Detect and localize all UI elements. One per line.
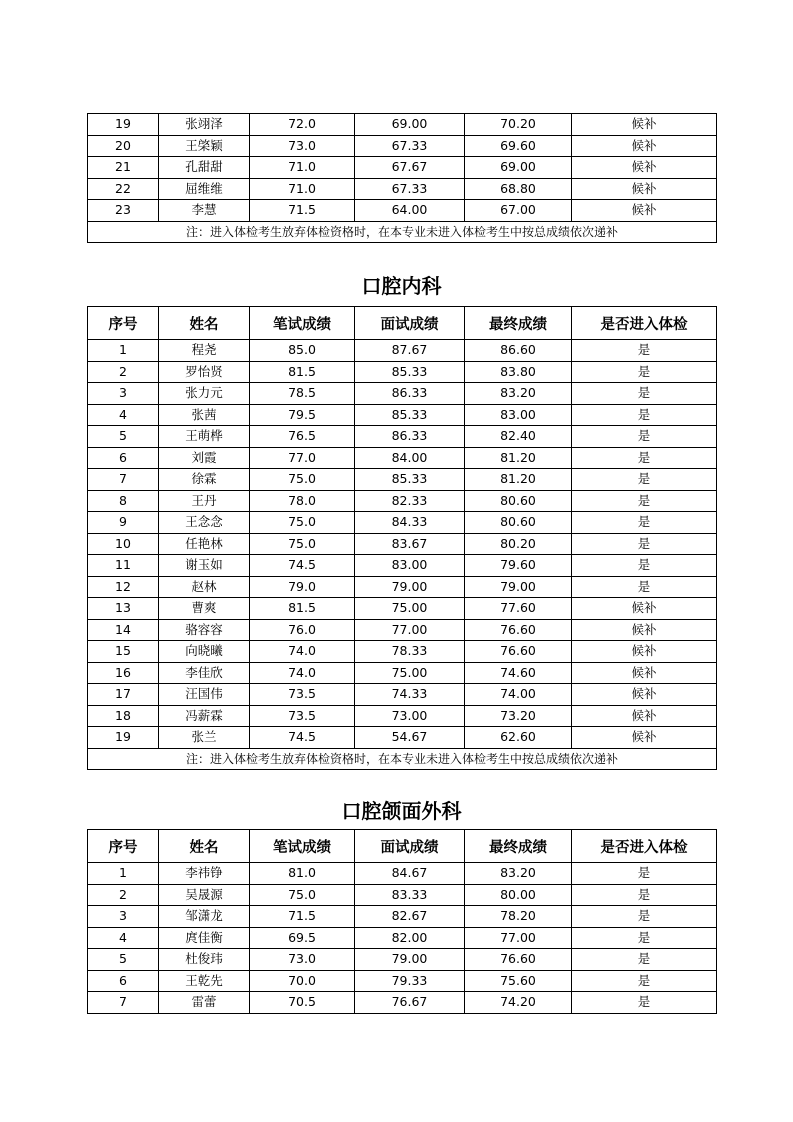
cell-exam-status: 候补 bbox=[572, 727, 717, 749]
cell-written-score: 74.0 bbox=[250, 662, 355, 684]
table-row bbox=[88, 576, 717, 598]
cell-written-score: 79.0 bbox=[250, 576, 355, 598]
cell-final-score: 77.00 bbox=[465, 927, 572, 949]
table-row bbox=[88, 533, 717, 555]
cell-exam-status: 是 bbox=[572, 555, 717, 577]
cell-exam-status: 候补 bbox=[572, 619, 717, 641]
cell-exam-status: 候补 bbox=[572, 114, 717, 136]
cell-name: 任艳林 bbox=[159, 533, 250, 555]
table-row bbox=[88, 555, 717, 577]
cell-final-score: 76.60 bbox=[465, 619, 572, 641]
header-index: 序号 bbox=[88, 307, 159, 340]
cell-final-score: 77.60 bbox=[465, 598, 572, 620]
cell-written-score: 76.5 bbox=[250, 426, 355, 448]
cell-interview-score: 85.33 bbox=[355, 361, 465, 383]
cell-interview-score: 79.33 bbox=[355, 970, 465, 992]
cell-index: 7 bbox=[88, 469, 159, 491]
cell-exam-status: 是 bbox=[572, 490, 717, 512]
cell-interview-score: 64.00 bbox=[355, 200, 465, 222]
table-row bbox=[88, 426, 717, 448]
cell-exam-status: 候补 bbox=[572, 135, 717, 157]
cell-exam-status: 候补 bbox=[572, 157, 717, 179]
cell-written-score: 71.0 bbox=[250, 157, 355, 179]
cell-written-score: 75.0 bbox=[250, 533, 355, 555]
cell-index: 13 bbox=[88, 598, 159, 620]
cell-final-score: 76.60 bbox=[465, 641, 572, 663]
table-row bbox=[88, 200, 717, 222]
cell-final-score: 81.20 bbox=[465, 447, 572, 469]
header-final-score: 最终成绩 bbox=[465, 830, 572, 863]
cell-index: 12 bbox=[88, 576, 159, 598]
cell-name: 王念念 bbox=[159, 512, 250, 534]
cell-name: 程尧 bbox=[159, 340, 250, 362]
table-row bbox=[88, 512, 717, 534]
table-row bbox=[88, 114, 717, 136]
section-title-oral-maxillofacial-surgery: 口腔颌面外科 bbox=[341, 799, 462, 823]
cell-written-score: 81.5 bbox=[250, 598, 355, 620]
table-row bbox=[88, 684, 717, 706]
cell-final-score: 83.20 bbox=[465, 863, 572, 885]
cell-name: 王丹 bbox=[159, 490, 250, 512]
cell-name: 曹爽 bbox=[159, 598, 250, 620]
table-row bbox=[88, 927, 717, 949]
cell-index: 9 bbox=[88, 512, 159, 534]
cell-final-score: 74.00 bbox=[465, 684, 572, 706]
cell-written-score: 73.5 bbox=[250, 705, 355, 727]
cell-interview-score: 73.00 bbox=[355, 705, 465, 727]
cell-name: 邹潇龙 bbox=[159, 906, 250, 928]
section-title-oral-medicine: 口腔内科 bbox=[361, 274, 442, 298]
cell-interview-score: 83.67 bbox=[355, 533, 465, 555]
cell-final-score: 73.20 bbox=[465, 705, 572, 727]
cell-exam-status: 是 bbox=[572, 533, 717, 555]
cell-interview-score: 75.00 bbox=[355, 662, 465, 684]
header-interview-score: 面试成绩 bbox=[355, 830, 465, 863]
header-name: 姓名 bbox=[159, 307, 250, 340]
cell-index: 2 bbox=[88, 361, 159, 383]
cell-written-score: 78.0 bbox=[250, 490, 355, 512]
cell-final-score: 79.60 bbox=[465, 555, 572, 577]
cell-final-score: 83.80 bbox=[465, 361, 572, 383]
table-row bbox=[88, 727, 717, 749]
cell-index: 4 bbox=[88, 927, 159, 949]
cell-exam-status: 是 bbox=[572, 361, 717, 383]
cell-interview-score: 76.67 bbox=[355, 992, 465, 1014]
table-row bbox=[88, 383, 717, 405]
cell-interview-score: 77.00 bbox=[355, 619, 465, 641]
table-row bbox=[88, 906, 717, 928]
cell-name: 张翊泽 bbox=[159, 114, 250, 136]
cell-written-score: 73.5 bbox=[250, 684, 355, 706]
table-row bbox=[88, 619, 717, 641]
cell-name: 李佳欣 bbox=[159, 662, 250, 684]
cell-index: 22 bbox=[88, 178, 159, 200]
cell-interview-score: 84.33 bbox=[355, 512, 465, 534]
cell-name: 张茜 bbox=[159, 404, 250, 426]
cell-name: 杜俊玮 bbox=[159, 949, 250, 971]
cell-name: 谢玉如 bbox=[159, 555, 250, 577]
cell-name: 张力元 bbox=[159, 383, 250, 405]
cell-exam-status: 是 bbox=[572, 426, 717, 448]
cell-exam-status: 是 bbox=[572, 970, 717, 992]
cell-final-score: 82.40 bbox=[465, 426, 572, 448]
note-text: 注：进入体检考生放弃体检资格时，在本专业未进入体检考生中按总成绩依次递补 bbox=[88, 221, 717, 243]
cell-final-score: 83.20 bbox=[465, 383, 572, 405]
cell-index: 8 bbox=[88, 490, 159, 512]
oral-medicine-table bbox=[87, 306, 717, 770]
cell-name: 吴晟源 bbox=[159, 884, 250, 906]
cell-index: 5 bbox=[88, 426, 159, 448]
cell-exam-status: 是 bbox=[572, 906, 717, 928]
note-row bbox=[88, 221, 717, 243]
cell-final-score: 69.60 bbox=[465, 135, 572, 157]
continuation-table bbox=[87, 113, 717, 243]
cell-final-score: 68.80 bbox=[465, 178, 572, 200]
cell-name: 冯薪霖 bbox=[159, 705, 250, 727]
cell-interview-score: 85.33 bbox=[355, 469, 465, 491]
table-row bbox=[88, 863, 717, 885]
cell-interview-score: 84.67 bbox=[355, 863, 465, 885]
cell-index: 6 bbox=[88, 970, 159, 992]
cell-final-score: 81.20 bbox=[465, 469, 572, 491]
cell-index: 2 bbox=[88, 884, 159, 906]
cell-index: 18 bbox=[88, 705, 159, 727]
note-text: 注：进入体检考生放弃体检资格时，在本专业未进入体检考生中按总成绩依次递补 bbox=[88, 748, 717, 770]
cell-interview-score: 82.00 bbox=[355, 927, 465, 949]
cell-index: 20 bbox=[88, 135, 159, 157]
cell-final-score: 78.20 bbox=[465, 906, 572, 928]
cell-written-score: 72.0 bbox=[250, 114, 355, 136]
table-row bbox=[88, 641, 717, 663]
table-row bbox=[88, 490, 717, 512]
header-index: 序号 bbox=[88, 830, 159, 863]
table-row bbox=[88, 469, 717, 491]
cell-interview-score: 67.33 bbox=[355, 178, 465, 200]
cell-written-score: 70.0 bbox=[250, 970, 355, 992]
cell-name: 骆容容 bbox=[159, 619, 250, 641]
cell-interview-score: 78.33 bbox=[355, 641, 465, 663]
table-row bbox=[88, 884, 717, 906]
cell-name: 汪国伟 bbox=[159, 684, 250, 706]
table-row bbox=[88, 157, 717, 179]
cell-exam-status: 候补 bbox=[572, 598, 717, 620]
header-written-score: 笔试成绩 bbox=[250, 307, 355, 340]
cell-written-score: 71.5 bbox=[250, 200, 355, 222]
cell-written-score: 81.0 bbox=[250, 863, 355, 885]
cell-final-score: 70.20 bbox=[465, 114, 572, 136]
cell-exam-status: 是 bbox=[572, 447, 717, 469]
header-row bbox=[88, 830, 717, 863]
cell-written-score: 85.0 bbox=[250, 340, 355, 362]
maxillofacial-table-body bbox=[88, 863, 717, 1014]
table-row bbox=[88, 662, 717, 684]
cell-interview-score: 79.00 bbox=[355, 949, 465, 971]
cell-exam-status: 是 bbox=[572, 992, 717, 1014]
table-row bbox=[88, 705, 717, 727]
cell-name: 庹佳衡 bbox=[159, 927, 250, 949]
cell-written-score: 69.5 bbox=[250, 927, 355, 949]
cell-written-score: 73.0 bbox=[250, 135, 355, 157]
cell-interview-score: 67.33 bbox=[355, 135, 465, 157]
cell-exam-status: 候补 bbox=[572, 705, 717, 727]
header-written-score: 笔试成绩 bbox=[250, 830, 355, 863]
cell-written-score: 78.5 bbox=[250, 383, 355, 405]
table-row bbox=[88, 992, 717, 1014]
cell-interview-score: 87.67 bbox=[355, 340, 465, 362]
cell-name: 王棨颖 bbox=[159, 135, 250, 157]
header-exam-status: 是否进入体检 bbox=[572, 307, 717, 340]
maxillofacial-table-block bbox=[87, 829, 716, 1014]
cell-index: 1 bbox=[88, 863, 159, 885]
cell-exam-status: 候补 bbox=[572, 662, 717, 684]
cell-name: 向晓曦 bbox=[159, 641, 250, 663]
table-row bbox=[88, 404, 717, 426]
cell-name: 刘霞 bbox=[159, 447, 250, 469]
cell-name: 屈维维 bbox=[159, 178, 250, 200]
cell-written-score: 74.5 bbox=[250, 727, 355, 749]
cell-name: 李祎铮 bbox=[159, 863, 250, 885]
cell-final-score: 74.60 bbox=[465, 662, 572, 684]
cell-interview-score: 74.33 bbox=[355, 684, 465, 706]
cell-written-score: 79.5 bbox=[250, 404, 355, 426]
cell-name: 张兰 bbox=[159, 727, 250, 749]
cell-interview-score: 82.33 bbox=[355, 490, 465, 512]
cell-index: 3 bbox=[88, 383, 159, 405]
cell-written-score: 76.0 bbox=[250, 619, 355, 641]
cell-exam-status: 是 bbox=[572, 884, 717, 906]
cell-written-score: 81.5 bbox=[250, 361, 355, 383]
cell-index: 3 bbox=[88, 906, 159, 928]
cell-written-score: 71.0 bbox=[250, 178, 355, 200]
cell-interview-score: 86.33 bbox=[355, 383, 465, 405]
cell-final-score: 62.60 bbox=[465, 727, 572, 749]
cell-index: 6 bbox=[88, 447, 159, 469]
cell-written-score: 70.5 bbox=[250, 992, 355, 1014]
header-interview-score: 面试成绩 bbox=[355, 307, 465, 340]
cell-interview-score: 67.67 bbox=[355, 157, 465, 179]
cell-index: 23 bbox=[88, 200, 159, 222]
cell-interview-score: 85.33 bbox=[355, 404, 465, 426]
cell-written-score: 75.0 bbox=[250, 469, 355, 491]
cell-exam-status: 候补 bbox=[572, 200, 717, 222]
oral-medicine-table-body bbox=[88, 340, 717, 749]
cell-final-score: 80.00 bbox=[465, 884, 572, 906]
cell-index: 21 bbox=[88, 157, 159, 179]
cell-exam-status: 是 bbox=[572, 340, 717, 362]
cell-interview-score: 69.00 bbox=[355, 114, 465, 136]
cell-written-score: 75.0 bbox=[250, 884, 355, 906]
header-name: 姓名 bbox=[159, 830, 250, 863]
cell-written-score: 73.0 bbox=[250, 949, 355, 971]
cell-exam-status: 是 bbox=[572, 383, 717, 405]
cell-interview-score: 75.00 bbox=[355, 598, 465, 620]
table-row bbox=[88, 361, 717, 383]
cell-written-score: 77.0 bbox=[250, 447, 355, 469]
cell-index: 19 bbox=[88, 727, 159, 749]
cell-final-score: 83.00 bbox=[465, 404, 572, 426]
cell-name: 孔甜甜 bbox=[159, 157, 250, 179]
cell-index: 16 bbox=[88, 662, 159, 684]
cell-interview-score: 84.00 bbox=[355, 447, 465, 469]
cell-interview-score: 82.67 bbox=[355, 906, 465, 928]
continuation-table-body bbox=[88, 114, 717, 222]
cell-index: 17 bbox=[88, 684, 159, 706]
cell-final-score: 75.60 bbox=[465, 970, 572, 992]
cell-interview-score: 86.33 bbox=[355, 426, 465, 448]
cell-exam-status: 是 bbox=[572, 576, 717, 598]
cell-index: 1 bbox=[88, 340, 159, 362]
cell-name: 罗怡贤 bbox=[159, 361, 250, 383]
cell-final-score: 86.60 bbox=[465, 340, 572, 362]
cell-index: 10 bbox=[88, 533, 159, 555]
cell-final-score: 80.60 bbox=[465, 512, 572, 534]
cell-interview-score: 83.00 bbox=[355, 555, 465, 577]
oral-medicine-table-block bbox=[87, 306, 716, 770]
note-row bbox=[88, 748, 717, 770]
header-exam-status: 是否进入体检 bbox=[572, 830, 717, 863]
cell-index: 11 bbox=[88, 555, 159, 577]
cell-written-score: 71.5 bbox=[250, 906, 355, 928]
cell-written-score: 75.0 bbox=[250, 512, 355, 534]
cell-index: 19 bbox=[88, 114, 159, 136]
cell-interview-score: 54.67 bbox=[355, 727, 465, 749]
table-row bbox=[88, 340, 717, 362]
cell-written-score: 74.5 bbox=[250, 555, 355, 577]
cell-name: 赵林 bbox=[159, 576, 250, 598]
cell-final-score: 69.00 bbox=[465, 157, 572, 179]
cell-index: 7 bbox=[88, 992, 159, 1014]
cell-name: 王乾先 bbox=[159, 970, 250, 992]
cell-exam-status: 候补 bbox=[572, 684, 717, 706]
table-row bbox=[88, 949, 717, 971]
cell-written-score: 74.0 bbox=[250, 641, 355, 663]
continuation-table-block bbox=[87, 113, 716, 243]
cell-exam-status: 是 bbox=[572, 512, 717, 534]
cell-final-score: 80.60 bbox=[465, 490, 572, 512]
table-row bbox=[88, 970, 717, 992]
cell-final-score: 67.00 bbox=[465, 200, 572, 222]
cell-exam-status: 是 bbox=[572, 469, 717, 491]
cell-index: 4 bbox=[88, 404, 159, 426]
cell-interview-score: 79.00 bbox=[355, 576, 465, 598]
header-row bbox=[88, 307, 717, 340]
table-row bbox=[88, 598, 717, 620]
cell-index: 15 bbox=[88, 641, 159, 663]
cell-name: 雷蕾 bbox=[159, 992, 250, 1014]
cell-exam-status: 是 bbox=[572, 404, 717, 426]
cell-name: 王萌桦 bbox=[159, 426, 250, 448]
cell-final-score: 76.60 bbox=[465, 949, 572, 971]
cell-exam-status: 候补 bbox=[572, 178, 717, 200]
header-final-score: 最终成绩 bbox=[465, 307, 572, 340]
maxillofacial-table bbox=[87, 829, 717, 1014]
cell-final-score: 80.20 bbox=[465, 533, 572, 555]
cell-exam-status: 是 bbox=[572, 863, 717, 885]
cell-final-score: 74.20 bbox=[465, 992, 572, 1014]
cell-name: 李慧 bbox=[159, 200, 250, 222]
cell-interview-score: 83.33 bbox=[355, 884, 465, 906]
cell-index: 14 bbox=[88, 619, 159, 641]
cell-final-score: 79.00 bbox=[465, 576, 572, 598]
table-row bbox=[88, 178, 717, 200]
cell-name: 徐霖 bbox=[159, 469, 250, 491]
table-row bbox=[88, 447, 717, 469]
cell-exam-status: 候补 bbox=[572, 641, 717, 663]
table-row bbox=[88, 135, 717, 157]
cell-exam-status: 是 bbox=[572, 927, 717, 949]
cell-exam-status: 是 bbox=[572, 949, 717, 971]
cell-index: 5 bbox=[88, 949, 159, 971]
